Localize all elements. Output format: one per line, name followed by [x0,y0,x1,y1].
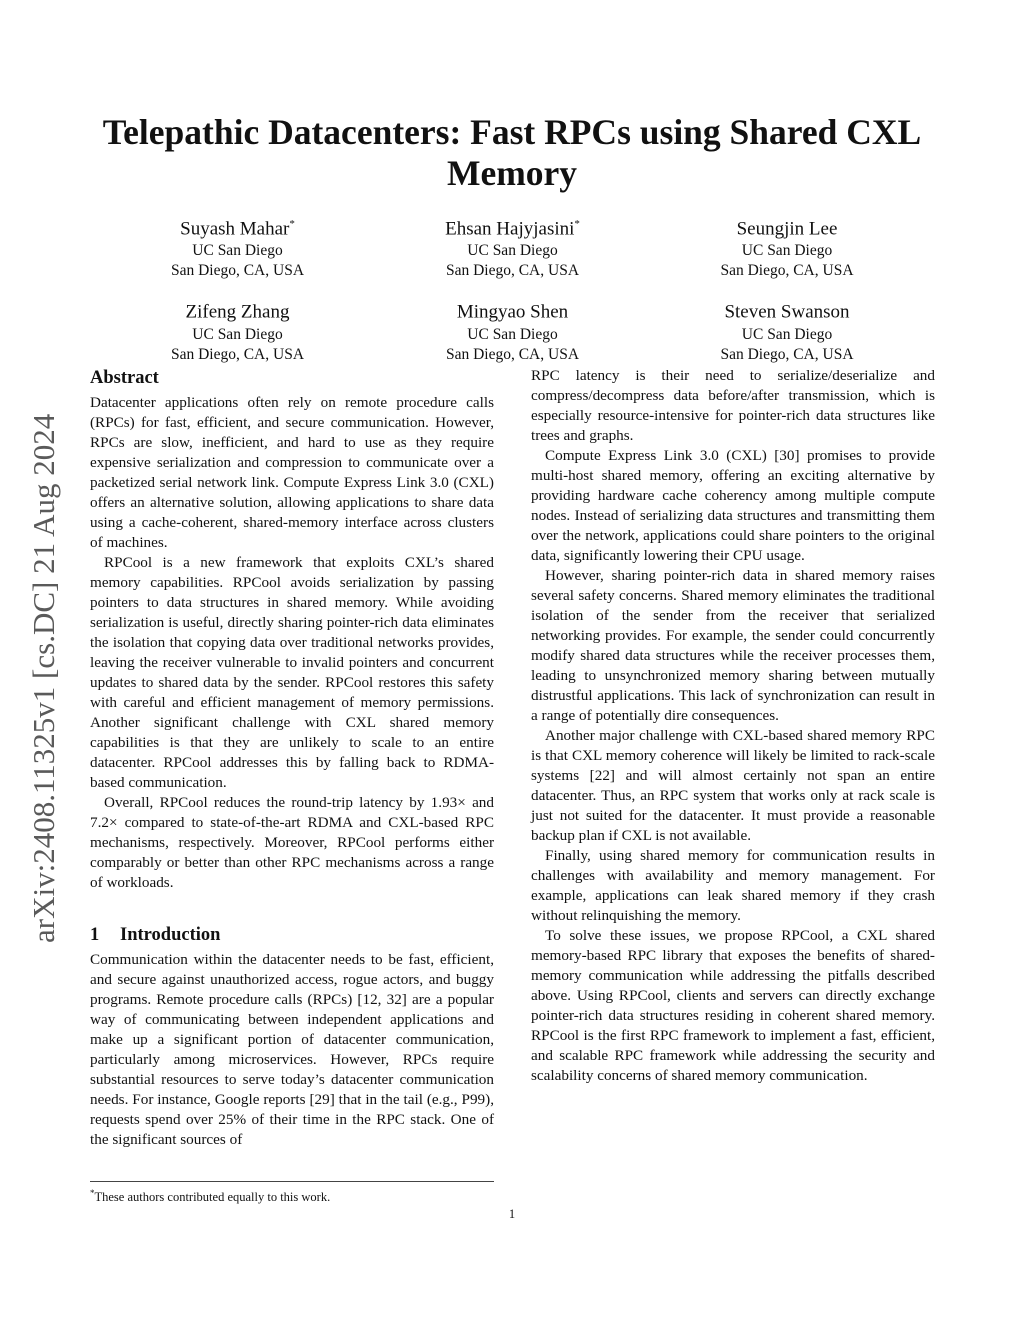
author-entry [375,295,650,364]
body-paragraph: Finally, using shared memory for communication results in challenges with availability and memory management. For example, applications can leak shared memory if they crash without relinquishing the memory. [531,847,935,924]
author-affiliation: UC San Diego [192,242,283,260]
author-block [100,212,924,365]
author-affiliation: UC San Diego [467,325,558,343]
body-paragraph-continued: RPC latency is their need to serialize/deserialize and compress/decompress data before/after transmission, which is especially resource-intensive for pointer-rich data structures like trees and graphs. [531,367,935,444]
author-location: San Diego, CA, USA [720,262,854,280]
author-affiliation: UC San Diego [467,242,558,260]
author-entry [650,212,924,281]
author-affiliation: UC San Diego [741,325,833,343]
footnote-divider [90,1181,494,1182]
body-paragraph: Compute Express Link 3.0 (CXL) [30] promises to provide multi-host shared memory, offering an exciting alternative by providing hardware cache coherency among multiple compute nodes. Instead of serializing data structures and transmitting them over the network, applications could share pointers to the original data, significantly lowering their CPU usage. [531,447,935,564]
author-location: San Diego, CA, USA [170,345,305,363]
right-column [531,366,935,1086]
author-name: Zifeng Zhang [185,301,290,323]
left-column [90,366,494,1150]
author-name: Ehsan Hajyjasini [445,218,575,240]
author-location: San Diego, CA, USA [170,262,305,280]
author-location: San Diego, CA, USA [720,345,854,363]
abstract-paragraph: Overall, RPCool reduces the round-trip latency by 1.93× and 7.2× compared to state-of-the-art RDMA and CXL-based RPC mechanisms, respectively. Moreover, RPCool performs either comparably or better than other RPC mechanisms across a range of workloads. [90,794,494,891]
section-title: Introduction [120,925,221,945]
author-location: San Diego, CA, USA [445,262,580,280]
author-name: Suyash Mahar [180,218,290,240]
footnote-mark: * [90,1188,95,1198]
abstract-paragraph: Datacenter applications often rely on remote procedure calls (RPCs) for fast, efficient, and secure communication. However, RPCs are slow, inefficient, and hard to use as they require expensive serialization and compression to communicate over a packetized serial network link. Compute Express Link 3.0 (CXL) offers an alternative solution, allowing applications to share data using a cache-coherent, shared-memory interface across clusters of machines. [90,394,494,551]
author-name: Steven Swanson [724,301,850,323]
author-name: Mingyao Shen [456,301,569,323]
body-paragraph: To solve these issues, we propose RPCool, a CXL shared memory-based RPC library that exposes the benefits of shared-memory communication while addressing the pitfalls described above. Using RPCool, clients and servers can directly exchange pointer-rich data structures residing in coherent shared memory. RPCool is the first RPC framework to implement a fast, efficient, and scalable RPC framework while addressing the security and scalability concerns of shared memory communication. [531,927,935,1084]
abstract-paragraph: RPCool is a new framework that exploits CXL’s shared memory capabilities. RPCool avoids serialization by passing pointers to data structures in shared memory. While avoiding serialization is useful, directly sharing pointer-rich data eliminates the isolation that copying data over traditional networks provides, leaving the receiver vulnerable to invalid pointers and concurrent updates to shared data by the sender. RPCool restores this safety with careful and efficient management of memory permissions. Another significant challenge with CXL shared memory capabilities is that they are unlikely to scale to an entire datacenter. RPCool addresses this by falling back to RDMA-based communication. [90,554,494,791]
author-location: San Diego, CA, USA [445,345,580,363]
arxiv-identifier[interactable]: arXiv:2408.11325v1 [cs.DC] 21 Aug 2024 [26,413,61,943]
abstract-heading: Abstract [90,368,159,388]
paper-title: Telepathic Datacenters: Fast RPCs using Shared CXL Memory [102,112,922,193]
author-entry [375,212,650,281]
body-paragraph: Communication within the datacenter needs to be fast, efficient, and secure against unauthorized access, rogue actors, and buggy programs. Remote procedure calls (RPCs) [12, 32] are a popular way of communicating between independent applications and make up a significant portion of datacenter communication, particularly among microservices. However, RPCs require substantial resources to serve today’s datacenter communication needs. For instance, Google reports [29] that in the tail (e.g., P99), requests spend over 25% of their time in the RPC stack. One of the significant sources of [90,951,494,1148]
author-affiliation: UC San Diego [741,242,833,260]
section-number: 1 [90,925,100,945]
body-paragraph: Another major challenge with CXL-based shared memory RPC is that CXL memory coherence will likely be limited to rack-scale systems [22] and will almost certainly not span an entire datacenter. Thus, an RPC system that works only at rack scale is just not suited for the datacenter. It must provide a reasonable backup plan if CXL is not available. [531,727,935,844]
body-paragraph: However, sharing pointer-rich data in shared memory raises several safety concerns. Shared memory eliminates the traditional isolation of the sender from the receiver that serialized networking provides. For example, the sender could concurrently modify shared data structures while the receiver processes them, leading to unsynchronized memory sharing between mutually distrustful applications. This lack of synchronization can result in a range of potentially dire consequences. [531,567,935,724]
page-number: 1 [508,1207,516,1221]
introduction-heading [90,923,494,947]
footnote [90,1185,494,1205]
equal-contribution-mark: * [574,218,580,230]
author-name: Seungjin Lee [736,218,838,240]
author-entry [100,295,375,364]
author-entry [100,212,375,281]
footnote-text: These authors contributed equally to this work. [94,1190,331,1205]
author-entry [650,295,924,364]
author-affiliation: UC San Diego [192,325,283,343]
equal-contribution-mark: * [289,218,295,230]
